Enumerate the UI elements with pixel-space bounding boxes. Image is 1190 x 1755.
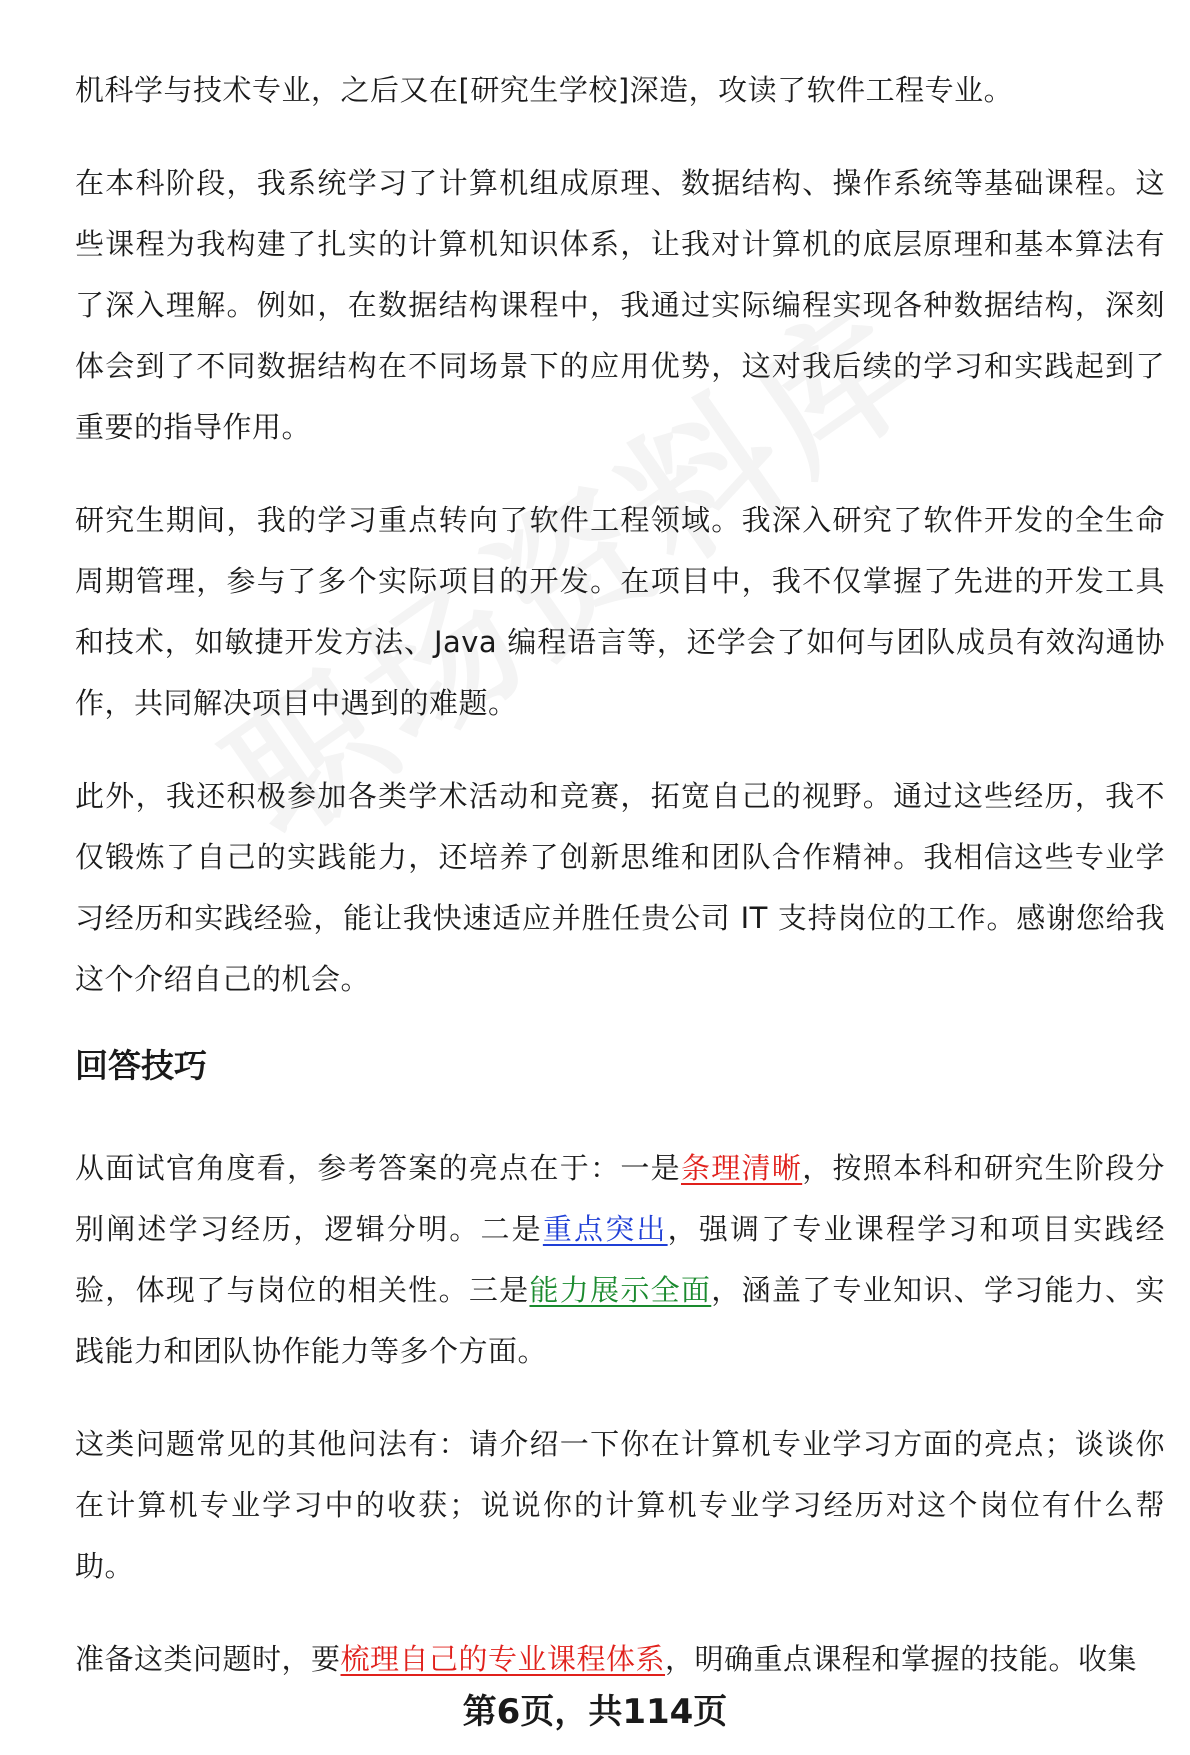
tips-text: ，强调了专业课程学习和项目实践经验，体现了与岗位的相关性。三是: [75, 1212, 1165, 1307]
document-body: [75, 60, 1165, 1722]
tips-text: 从面试官角度看，参考答案的亮点在于：一是: [75, 1151, 681, 1185]
paragraph-4: 此外，我还积极参加各类学术活动和竞赛，拓宽自己的视野。通过这些经历，我不仅锻炼了自己的实践能力，还培养了创新思维和团队合作精神。我相信这些专业学习经历和实践经验，能让我快速适应并胜任贵公司 IT 支持岗位的工作。感谢您给我这个介绍自己的机会。: [75, 779, 1165, 996]
section-heading: 回答技巧: [75, 1046, 207, 1085]
tips-text: 准备这类问题时，要: [75, 1642, 341, 1676]
tips-text: ，明确重点课程和掌握的技能。收集: [665, 1642, 1138, 1676]
tips-text: ，按照本科和研究生阶段分别阐述学习经历，逻辑分明。二是: [75, 1151, 1165, 1246]
highlight-full-abilities: 能力展示全面: [529, 1273, 712, 1307]
tips-text: ，涵盖了专业知识、学习能力、实践能力和团队协作能力等多个方面。: [75, 1273, 1165, 1368]
highlight-clear-structure: 条理清晰: [680, 1151, 803, 1185]
paragraph-1: 机科学与技术专业，之后又在[研究生学校]深造，攻读了软件工程专业。: [75, 73, 1014, 107]
highlight-course-system: 梳理自己的专业课程体系: [340, 1642, 666, 1676]
paragraph-2: 在本科阶段，我系统学习了计算机组成原理、数据结构、操作系统等基础课程。这些课程为我构建了扎实的计算机知识体系，让我对计算机的底层原理和基本算法有了深入理解。例如，在数据结构课程中，我通过实际编程实现各种数据结构，深刻体会到了不同数据结构在不同场景下的应用优势，这对我后续的学习和实践起到了重要的指导作用。: [75, 166, 1165, 444]
highlight-key-focus: 重点突出: [542, 1212, 668, 1246]
page-number-footer: 第6页，共114页: [462, 1692, 728, 1732]
paragraph-3: 研究生期间，我的学习重点转向了软件工程领域。我深入研究了软件开发的全生命周期管理，参与了多个实际项目的开发。在项目中，我不仅掌握了先进的开发工具和技术，如敏捷开发方法、Java 编程语言等，还学会了如何与团队成员有效沟通协作，共同解决项目中遇到的难题。: [75, 503, 1165, 720]
tips-paragraph-1: [75, 1138, 1165, 1382]
tips-paragraph-3: [75, 1629, 1165, 1690]
tips-paragraph-2: 这类问题常见的其他问法有：请介绍一下你在计算机专业学习方面的亮点；谈谈你在计算机专业学习中的收获；说说你的计算机专业学习经历对这个岗位有什么帮助。: [75, 1427, 1165, 1583]
